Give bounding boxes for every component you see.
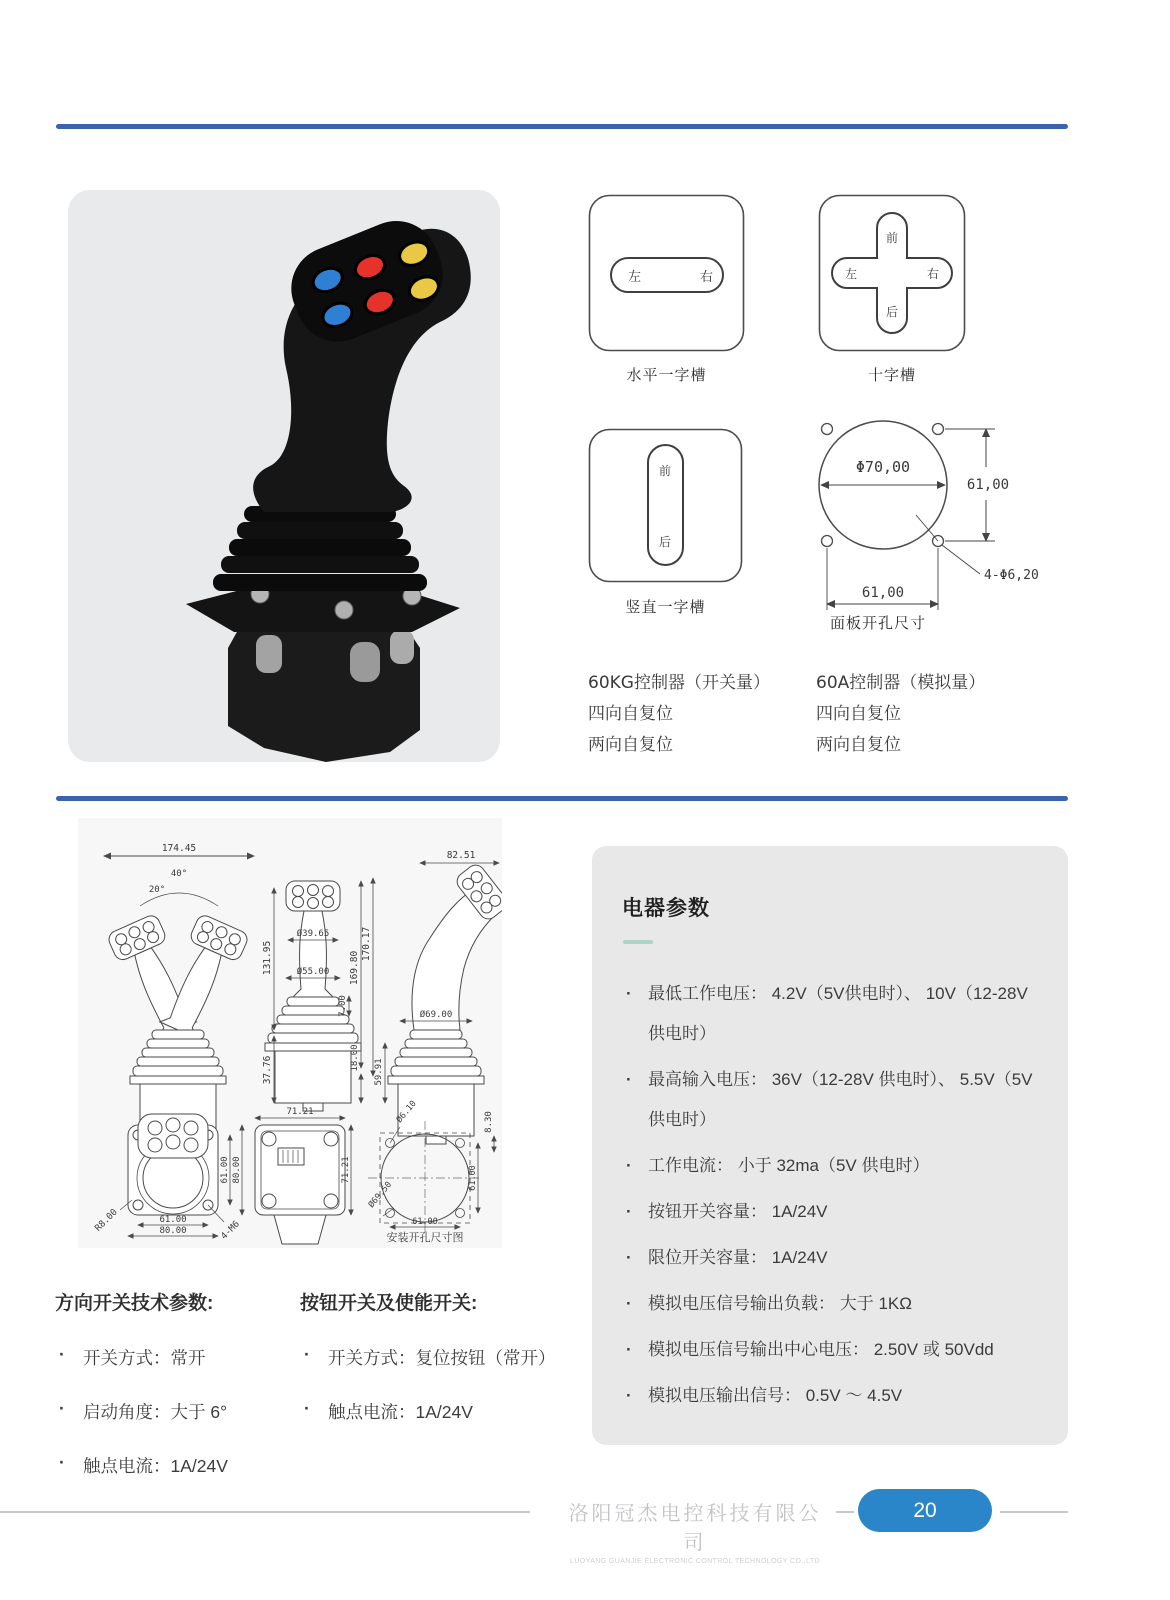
dimension-drawing [78,818,502,1248]
divider-line-top [56,124,1068,129]
mount-pin [390,630,414,664]
spec-item: · 开关方式：常开 [55,1345,228,1370]
variant-line: 四向自复位 [588,704,673,724]
electrical-item: · 模拟电压输出信号： 0.5V ～ 4.5V [622,1376,1034,1416]
view-bottom [255,1107,351,1244]
bellows [221,556,419,573]
variant-analog-type [816,668,985,761]
dim-panel-diameter: Φ70,00 [855,458,911,476]
dim-tail: 8.30 [484,1111,494,1133]
direction-switch-specs [55,1288,228,1507]
variant-title: 60A控制器（模拟量） [816,673,986,693]
dim-depth-top: 82.51 [446,850,476,861]
dim-panel-bottom: 61,00 [861,585,905,601]
view-front [262,878,385,1111]
dim-h-body: 169.80 [349,950,360,986]
footer-line-dash [836,1511,854,1513]
dim-angle-half: 20° [148,885,166,895]
dimension-drawing-panel [78,818,502,1248]
dim-h-lower: 37.76 [262,1055,273,1085]
divider-line-middle [56,796,1068,801]
joystick-product-photo [68,190,500,762]
electrical-item: · 最低工作电压： 4.2V（5V供电时）、 10V（12-28V 供电时） [622,974,1034,1054]
dim-h-upper: 131.95 [262,940,273,976]
variant-line: 两向自复位 [588,735,673,755]
dim-mount-span-v: 61.00 [468,1165,478,1191]
slot-label-front: 前 [659,464,672,478]
dim-angle-full: 40° [170,869,188,879]
dim-flange-dia: Ø55.00 [296,967,330,977]
flange-screw [335,601,353,619]
dim-panel-holes-callout: 4-Φ6,20 [984,568,1039,583]
dim-h-below: 59.91 [374,1058,384,1086]
footer-line-left [0,1511,530,1513]
cross-slot-diagram [818,194,966,352]
electrical-panel-title: 电器参数 [622,897,710,920]
vertical-slot-diagram [588,428,743,583]
mount-pin [256,635,282,673]
dim-bellows-dia: Ø69.00 [419,1010,453,1020]
dim-flange-v: 80.00 [232,1156,242,1184]
dim-grip-dia: Ø39.65 [296,929,330,939]
dim-h-total: 170.17 [361,926,372,962]
cross-slot-caption: 十字槽 [867,366,916,384]
dim-box-w: 71.21 [286,1107,314,1117]
mounting-diagram-caption: 安装开孔尺寸图 [386,1231,464,1244]
title-accent-underline [623,940,653,944]
spec-item: · 触点电流：1A/24V [55,1453,228,1478]
dim-h-flange: 18.00 [350,1044,360,1072]
vertical-slot-caption: 竖直一字槽 [625,598,706,616]
bellows [237,522,403,539]
product-photo-panel [68,190,500,762]
company-block [558,1497,832,1565]
spec-item: · 启动角度：大于 6° [55,1399,228,1424]
dim-panel-right: 61,00 [966,477,1010,493]
electrical-item: · 最高输入电压： 36V（12-28V 供电时）、 5.5V（5V供电时） [622,1060,1034,1140]
footer-line-right [1000,1511,1068,1513]
electrical-item: · 模拟电压信号输出负载： 大于 1KΩ [622,1284,1034,1324]
dim-gap: 7.00 [338,995,348,1017]
view-top [93,1114,242,1242]
horizontal-slot-caption: 水平一字槽 [626,366,707,384]
variant-switch-type [588,668,770,761]
electrical-item: · 工作电流： 小于 32ma（5V 供电时） [622,1146,1034,1186]
electrical-item: · 限位开关容量： 1A/24V [622,1238,1034,1278]
dim-box-h: 71.21 [341,1156,351,1184]
bellows [229,539,411,556]
spec-item: · 触点电流：1A/24V [300,1399,556,1424]
bellows [213,574,427,591]
button-switch-specs [300,1288,556,1453]
button-specs-title: 按钮开关及使能开关: [300,1293,478,1314]
electrical-parameters-panel [592,846,1068,1445]
slot-label-back: 后 [659,535,672,549]
page-number: 20 [913,1498,937,1522]
view-dual-tilt [104,843,254,1144]
dim-hole-span-v: 61.00 [220,1156,230,1184]
variant-title: 60KG控制器（开关量） [588,673,770,693]
slot-label-back: 后 [886,305,899,319]
company-name-en: LUOYANG GUANJIE ELECTRONIC CONTROL TECHNOLOGY CO.,LTD [570,1558,820,1565]
dim-hole-span-h: 61.00 [159,1215,187,1225]
dim-mount-circle-dia: Ø69.50 [366,1179,395,1210]
slot-label-front: 前 [886,231,899,245]
electrical-item: · 模拟电压信号输出中心电压： 2.50V 或 50Vdd [622,1330,1034,1370]
dim-mount-span-h: 61.00 [412,1217,438,1227]
slot-label-right: 右 [927,267,940,281]
panel-hole-caption: 面板开孔尺寸 [829,614,926,632]
horizontal-slot-diagram [588,194,745,352]
slot-label-left: 左 [628,270,642,285]
variant-line: 四向自复位 [816,704,901,724]
mount-pin [350,642,380,682]
panel-hole-diagram [788,412,1078,627]
slot-label-right: 右 [700,270,714,285]
company-name-cn: 洛阳冠杰电控科技有限公司 [568,1503,822,1554]
direction-specs-title: 方向开关技术参数: [55,1293,214,1314]
dim-mount-hole-dia: Ø6.10 [394,1098,419,1125]
dim-width-total: 174.45 [161,843,197,854]
spec-item: · 开关方式：复位按钮（常开） [300,1345,556,1370]
slot-label-left: 左 [845,267,858,281]
page-number-badge [858,1489,992,1532]
variant-line: 两向自复位 [816,735,901,755]
dim-flange-h: 80.00 [159,1226,187,1236]
electrical-item: · 按钮开关容量： 1A/24V [622,1192,1034,1232]
dim-thread: 4-M6 [219,1219,242,1242]
dim-corner-r: R8.00 [93,1207,120,1234]
